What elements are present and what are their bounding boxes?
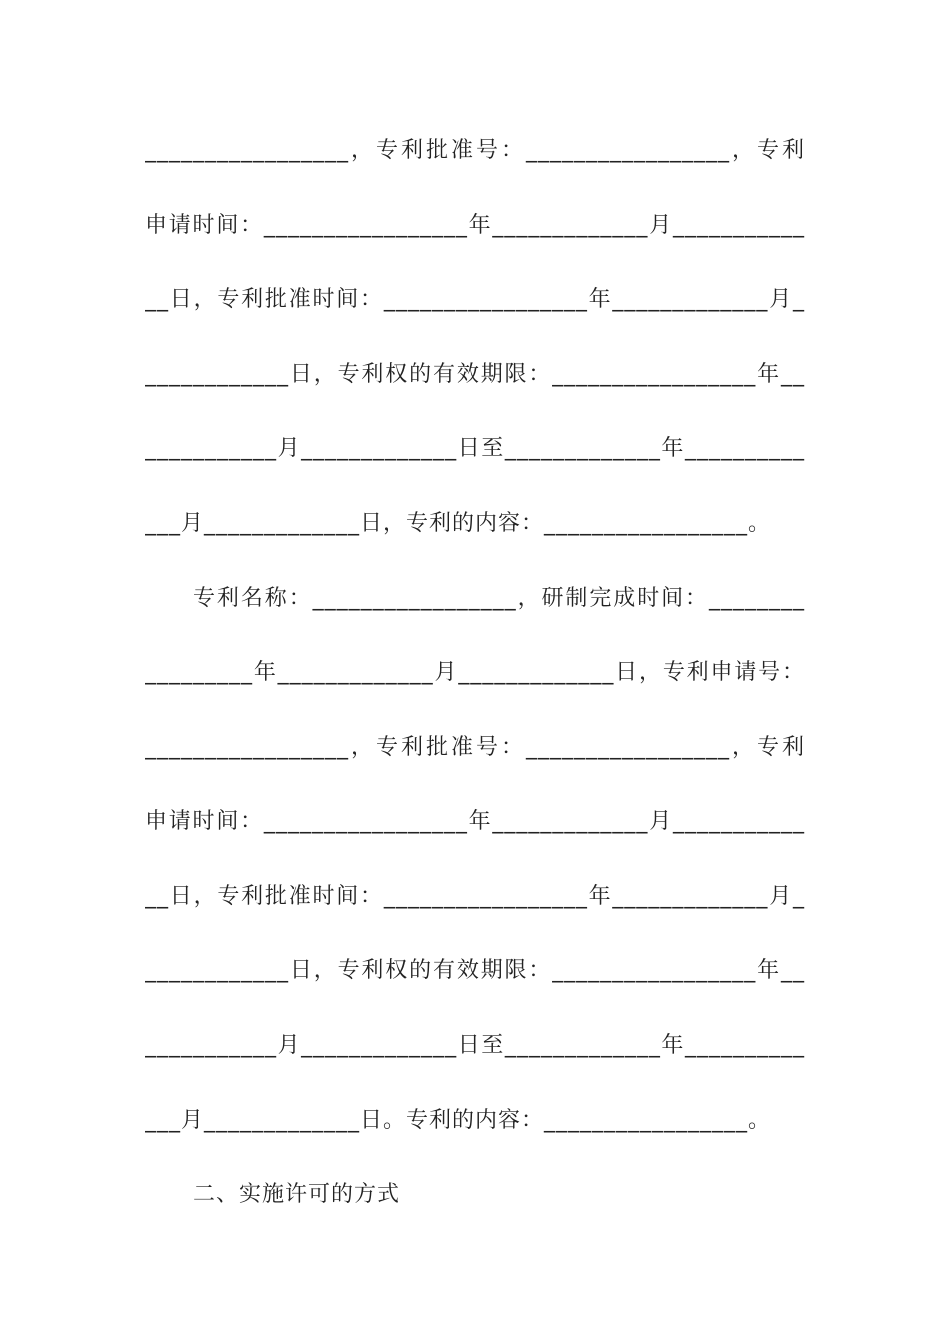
text-line-8: _________年_____________月_____________日，专利申请号： bbox=[145, 660, 805, 685]
text-line-2: 申请时间：_________________年_____________月___________ bbox=[145, 213, 805, 238]
text-line-5: ___________月_____________日至_____________年__________ bbox=[145, 436, 805, 461]
text-line-14: ___月_____________日。专利的内容：_________________。 bbox=[145, 1108, 772, 1133]
text-line-10: 申请时间：_________________年_____________月___________ bbox=[145, 809, 805, 834]
text-line-11: __日，专利批准时间：_________________年_____________月_ bbox=[145, 884, 805, 909]
text-line-1: _________________，专利批准号：_________________，专利 bbox=[145, 138, 805, 163]
text-line-3: __日，专利批准时间：_________________年_____________月_ bbox=[145, 287, 805, 312]
text-line-12: ____________日，专利权的有效期限：_________________年__ bbox=[145, 958, 805, 983]
text-line-7: 专利名称：_________________，研制完成时间：________ bbox=[193, 586, 805, 611]
text-line-6: ___月_____________日，专利的内容：_________________。 bbox=[145, 511, 772, 536]
text-line-9: _________________，专利批准号：_________________，专利 bbox=[145, 735, 805, 760]
section-heading: 二、实施许可的方式 bbox=[193, 1182, 401, 1207]
text-line-4: ____________日，专利权的有效期限：_________________年__ bbox=[145, 362, 805, 387]
text-line-13: ___________月_____________日至_____________年__________ bbox=[145, 1033, 805, 1058]
